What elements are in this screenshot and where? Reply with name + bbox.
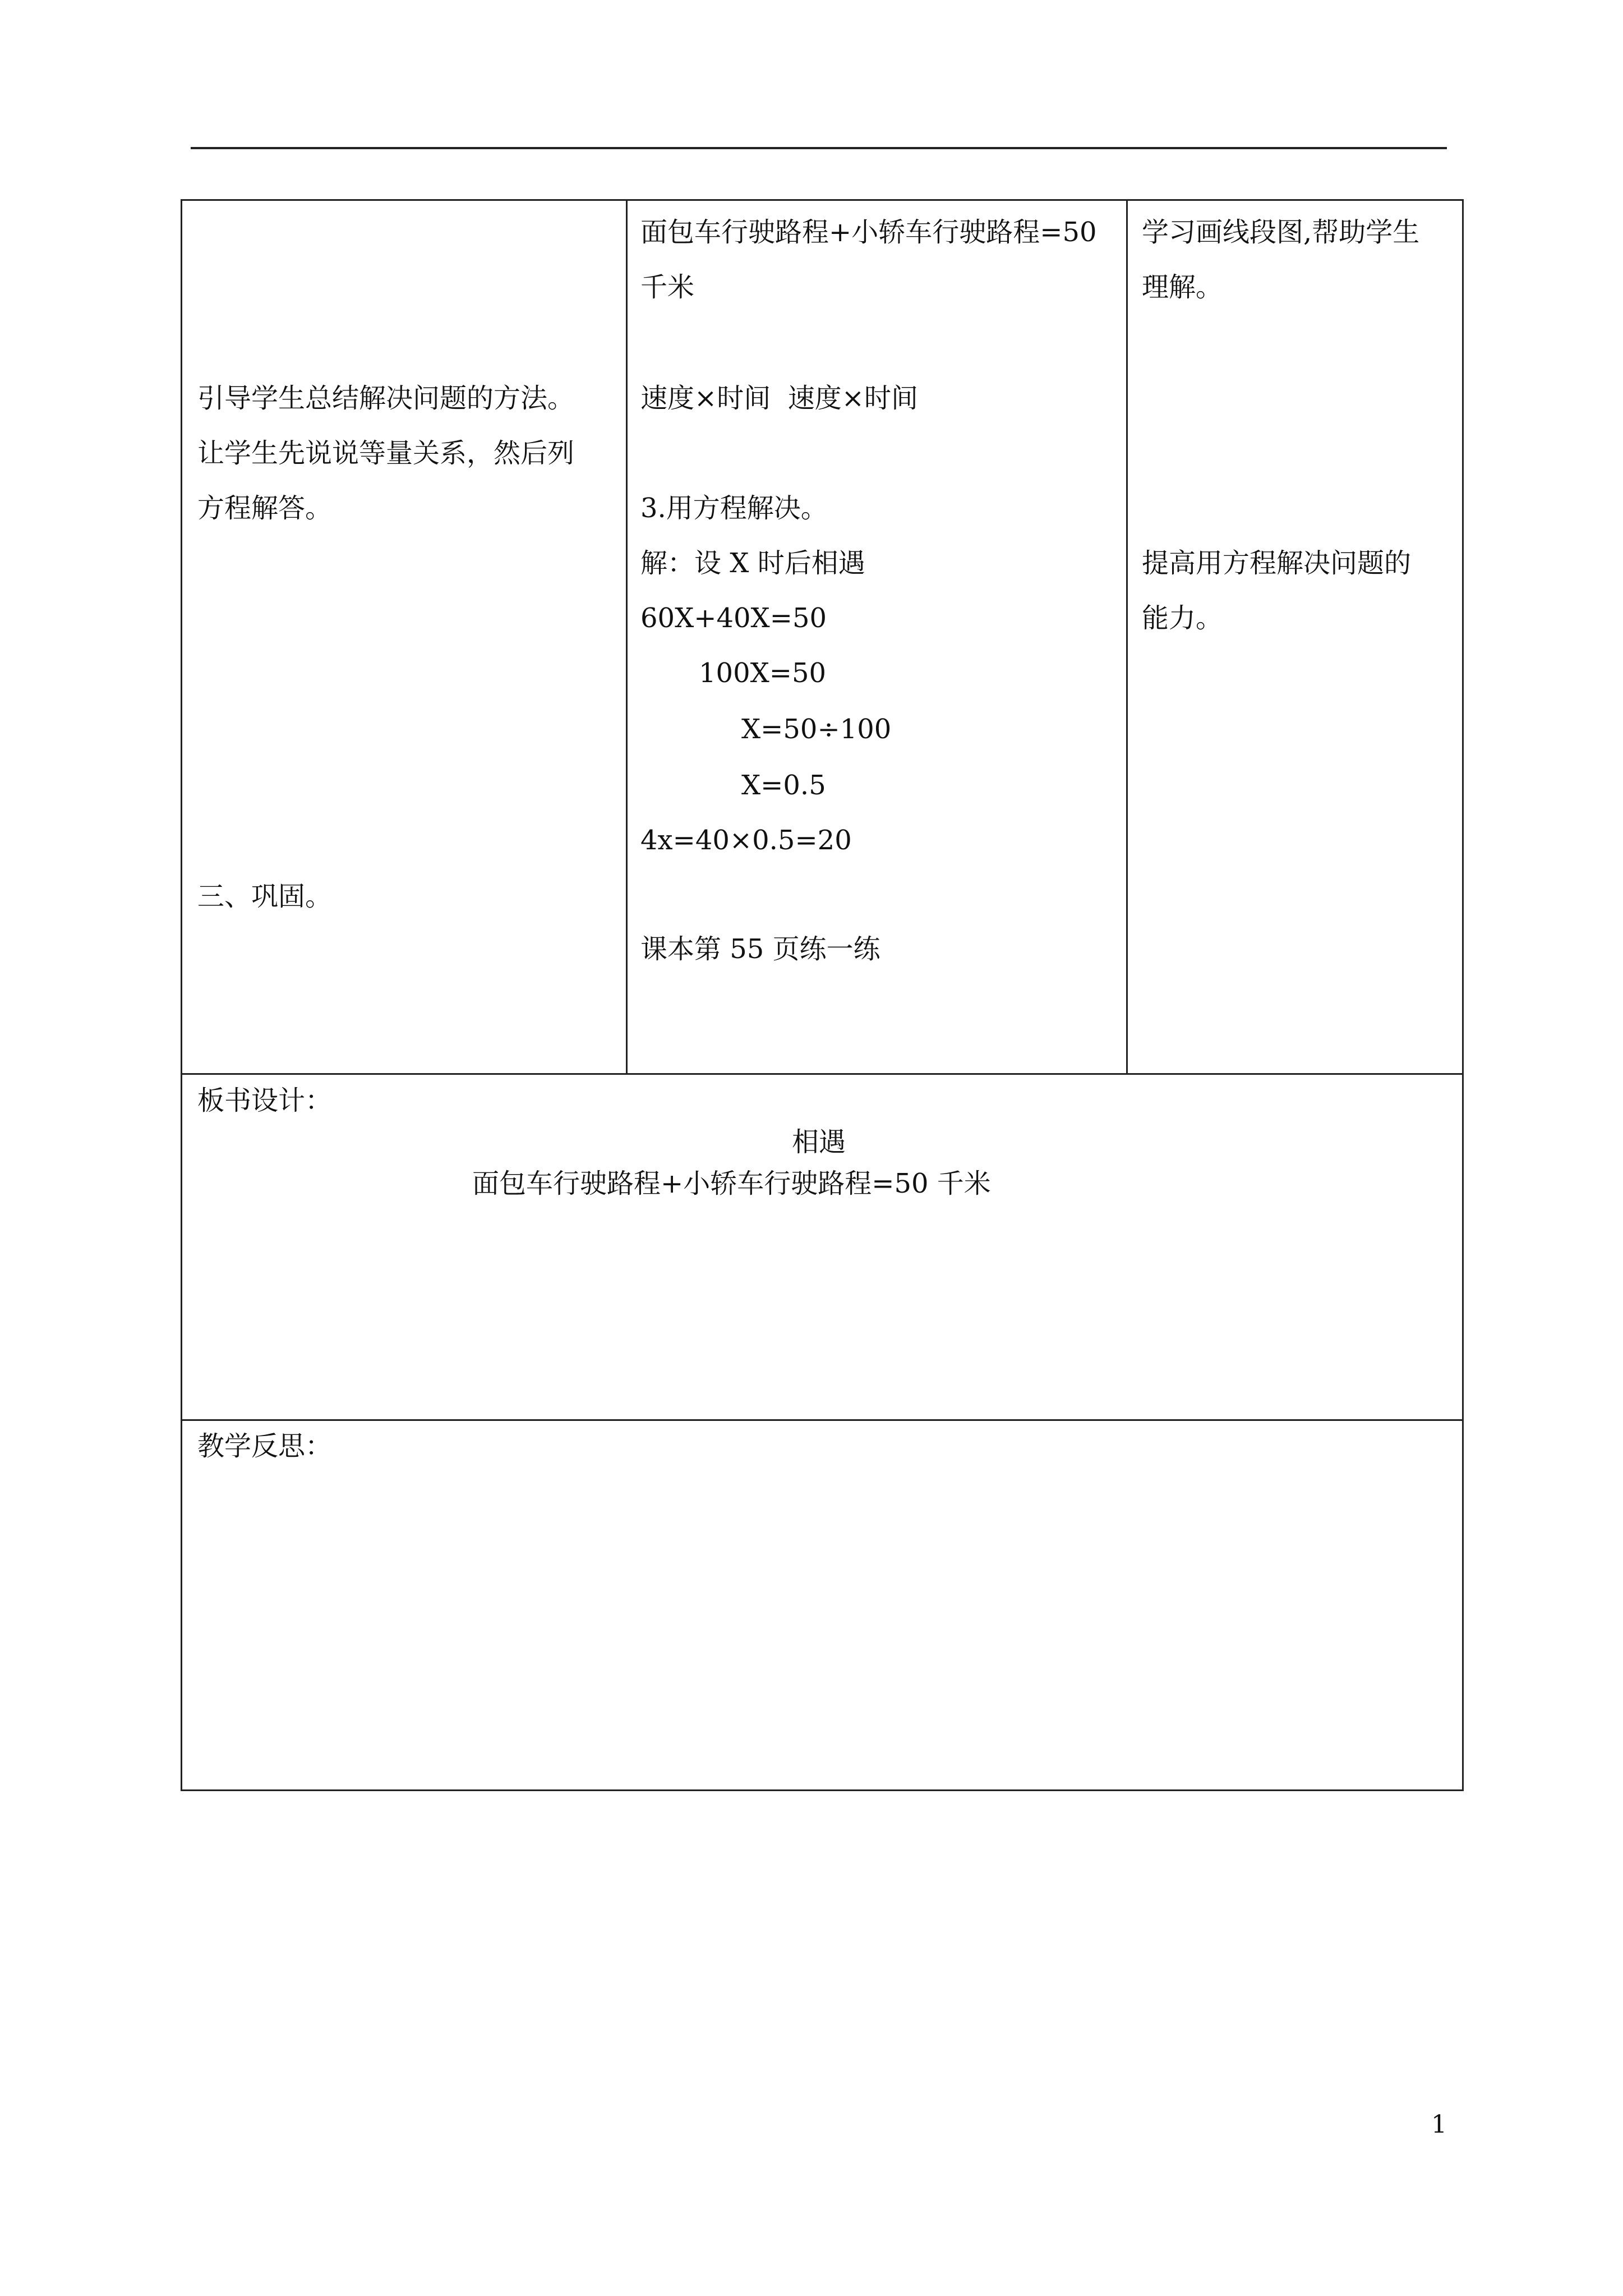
- solve-intro: 解：设 X 时后相遇: [640, 547, 865, 579]
- board-design-label: 板书设计：: [197, 1085, 333, 1116]
- relation-line-1: 面包车行驶路程+小轿车行驶路程=50: [640, 217, 1097, 248]
- equation-2: 100X=50: [699, 657, 827, 689]
- summary-line-3: 方程解答。: [197, 493, 333, 524]
- relation-line-2: 千米: [640, 272, 695, 303]
- step-3-heading: 3.用方程解决。: [640, 493, 828, 524]
- column-divider-1: [626, 199, 628, 1074]
- column-divider-2: [1126, 199, 1128, 1074]
- row-divider-reflection: [181, 1419, 1464, 1421]
- note-1-line-1: 学习画线段图,帮助学生: [1142, 217, 1420, 248]
- board-formula: 面包车行驶路程+小轿车行驶路程=50 千米: [472, 1168, 991, 1199]
- equation-5: 4x=40×0.5=20: [640, 825, 852, 856]
- equation-1: 60X+40X=50: [640, 602, 827, 634]
- textbook-exercise: 课本第 55 页练一练: [640, 933, 880, 965]
- note-1-line-2: 理解。: [1142, 272, 1223, 303]
- note-2-line-2: 能力。: [1142, 602, 1223, 634]
- equation-3: X=50÷100: [741, 714, 892, 745]
- reflection-label: 教学反思：: [197, 1430, 333, 1462]
- summary-line-2: 让学生先说说等量关系，然后列: [197, 438, 575, 469]
- page-number: 1: [1431, 2110, 1447, 2139]
- equation-4: X=0.5: [741, 770, 826, 801]
- note-2-line-1: 提高用方程解决问题的: [1142, 547, 1412, 579]
- header-rule: [191, 147, 1447, 149]
- section-consolidation: 三、巩固。: [197, 881, 333, 912]
- summary-line-1: 引导学生总结解决问题的方法。: [197, 383, 575, 414]
- board-title: 相遇: [792, 1126, 846, 1158]
- row-divider-board: [181, 1073, 1464, 1075]
- speed-time-line: 速度×时间 速度×时间: [640, 383, 918, 414]
